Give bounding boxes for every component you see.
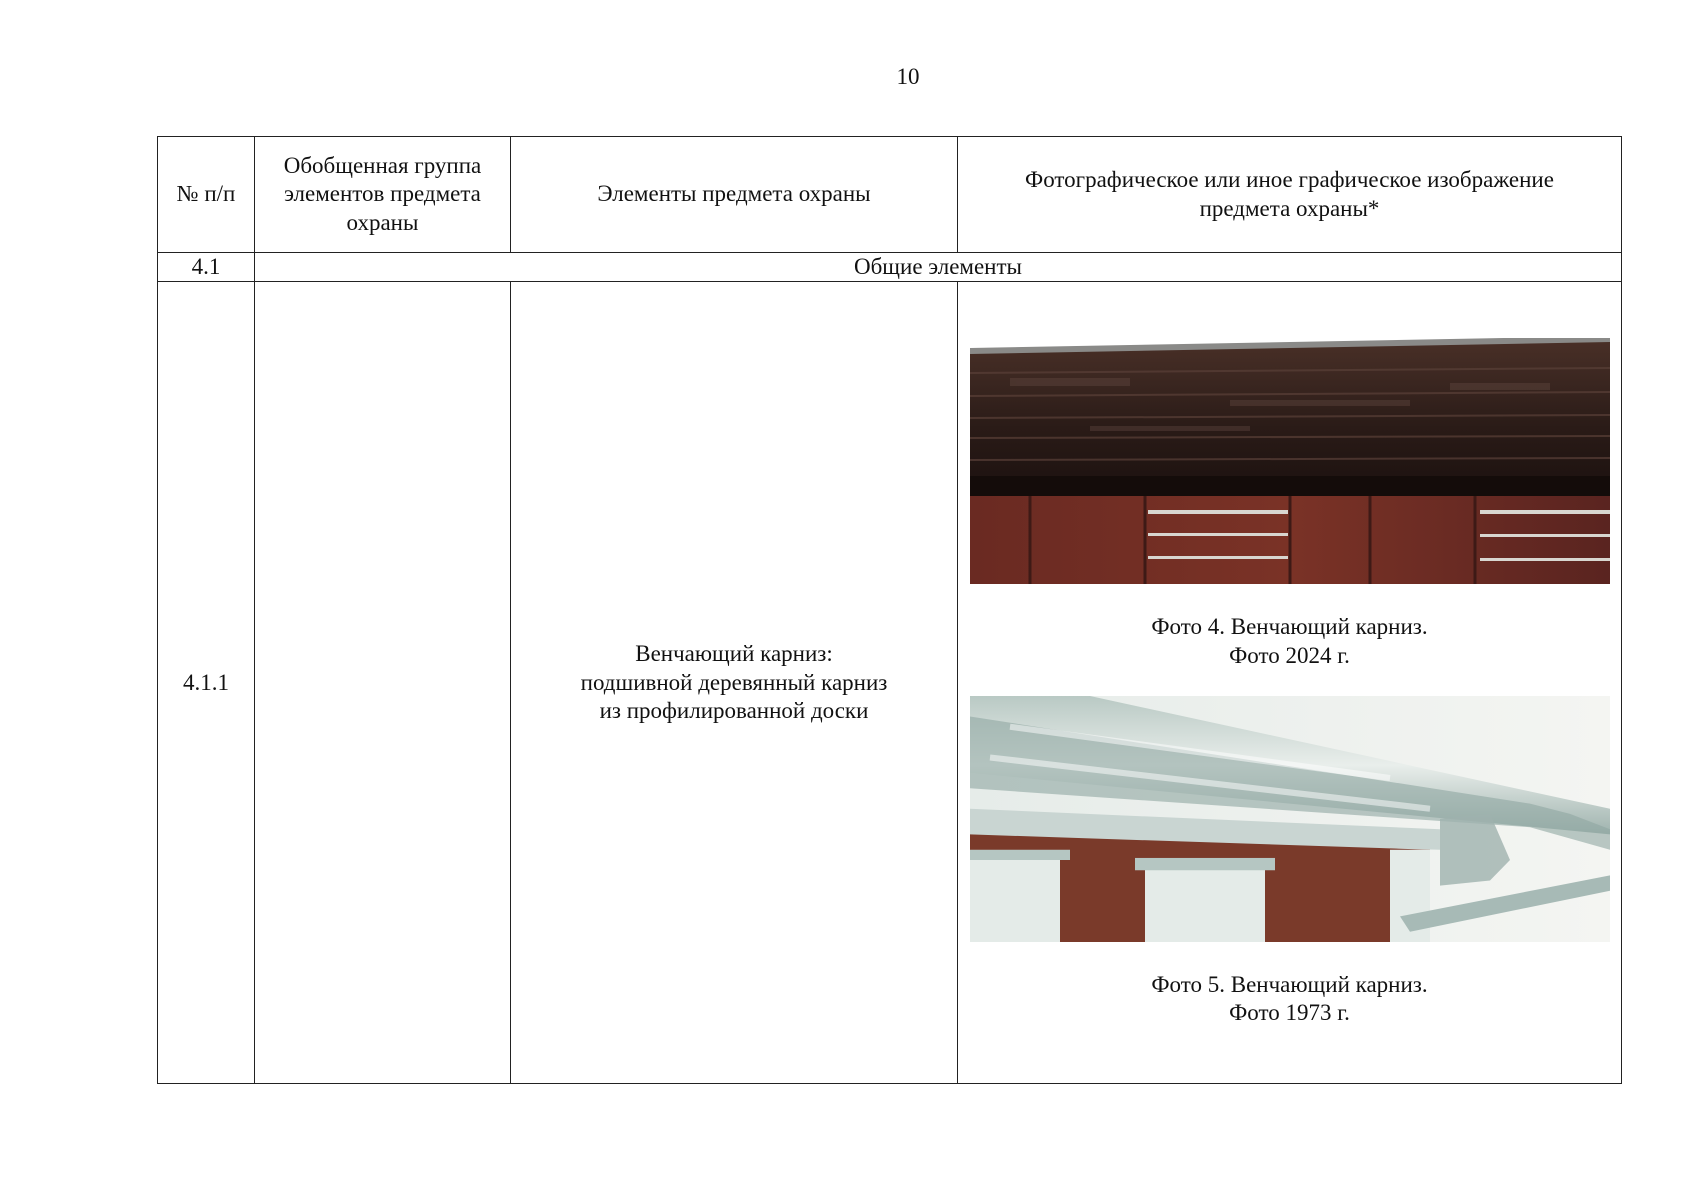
photo-4-caption-year: Фото 2024 г. <box>1229 642 1350 668</box>
row-number: 4.1.1 <box>158 282 255 1084</box>
photo-cornice-1973 <box>970 696 1610 942</box>
section-number: 4.1 <box>158 253 255 282</box>
protection-elements-table <box>157 136 1622 1084</box>
header-image: Фотографическое или иное графическое изображение предмета охраны* <box>958 137 1622 253</box>
table-header-row <box>158 137 1622 253</box>
photo-cornice-2024 <box>970 338 1610 584</box>
photo-5-caption-title: Фото 5. Венчающий карниз. <box>1151 971 1428 997</box>
element-line-2: подшивной деревянный карниз <box>580 669 888 695</box>
element-line-3: из профилированной доски <box>599 697 869 723</box>
section-row <box>158 253 1622 282</box>
header-group: Обобщенная группа элементов предмета охраны <box>255 137 511 253</box>
photo-4-caption <box>1151 613 1427 669</box>
table-row <box>158 282 1622 1084</box>
row-group <box>255 282 511 1084</box>
page-number: 10 <box>896 64 920 89</box>
photo-5-caption-year: Фото 1973 г. <box>1229 999 1350 1025</box>
header-elements: Элементы предмета охраны <box>511 137 958 253</box>
section-title: Общие элементы <box>255 253 1622 282</box>
photo-4-caption-title: Фото 4. Венчающий карниз. <box>1151 614 1428 640</box>
row-element-description <box>511 282 958 1084</box>
row-images <box>958 282 1622 1084</box>
header-number: № п/п <box>158 137 255 253</box>
photo-5-caption <box>1151 971 1427 1027</box>
element-line-1: Венчающий карниз: <box>635 641 833 667</box>
